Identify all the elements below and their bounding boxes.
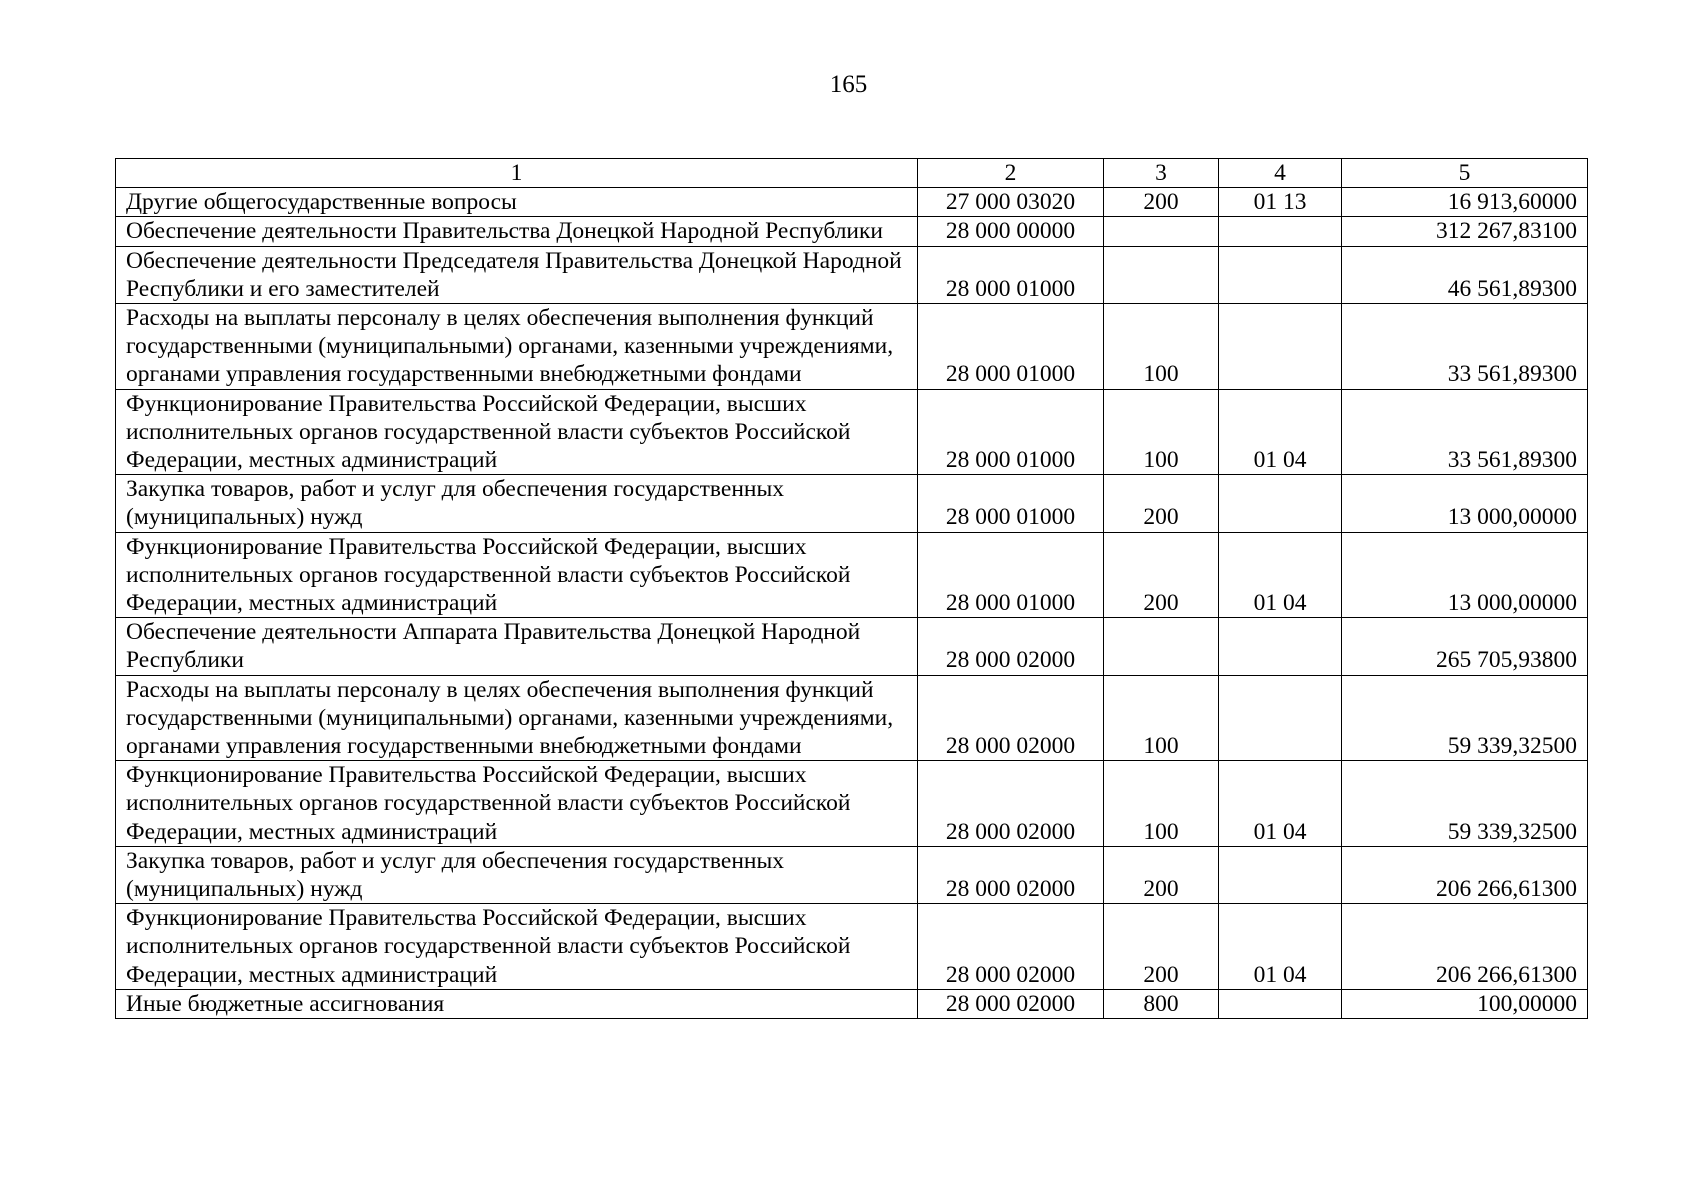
row-expense-type-cell — [1104, 217, 1219, 246]
row-amount-cell: 206 266,61300 — [1342, 904, 1588, 990]
table-row — [116, 389, 1588, 475]
row-code-cell: 27 000 03020 — [918, 188, 1104, 217]
row-amount-cell: 13 000,00000 — [1342, 532, 1588, 618]
row-section-cell: 01 13 — [1219, 188, 1342, 217]
table-row — [116, 761, 1588, 847]
row-expense-type-cell: 200 — [1104, 532, 1219, 618]
row-expense-type-cell: 100 — [1104, 389, 1219, 475]
row-section-cell — [1219, 304, 1342, 390]
row-amount-cell: 46 561,89300 — [1342, 246, 1588, 303]
row-code-cell: 28 000 01000 — [918, 389, 1104, 475]
row-expense-type-cell: 800 — [1104, 989, 1219, 1018]
row-expense-type-cell — [1104, 246, 1219, 303]
row-code-cell: 28 000 02000 — [918, 675, 1104, 761]
column-header: 2 — [918, 159, 1104, 188]
row-section-cell — [1219, 475, 1342, 532]
row-amount-cell: 33 561,89300 — [1342, 389, 1588, 475]
row-expense-type-cell: 100 — [1104, 761, 1219, 847]
table-row — [116, 304, 1588, 390]
row-amount-cell: 13 000,00000 — [1342, 475, 1588, 532]
table-row — [116, 188, 1588, 217]
budget-table — [115, 158, 1588, 1019]
row-code-cell: 28 000 02000 — [918, 846, 1104, 903]
row-expense-type-cell: 100 — [1104, 675, 1219, 761]
row-name-cell: Функционирование Правительства Российской Федерации, высших исполнительных органов государственной власти субъектов Российской Федерации, местных администраций — [116, 532, 918, 618]
table-row — [116, 246, 1588, 303]
row-name-cell: Обеспечение деятельности Правительства Донецкой Народной Республики — [116, 217, 918, 246]
row-amount-cell: 59 339,32500 — [1342, 675, 1588, 761]
row-section-cell: 01 04 — [1219, 761, 1342, 847]
row-expense-type-cell: 100 — [1104, 304, 1219, 390]
table-row — [116, 846, 1588, 903]
row-section-cell — [1219, 618, 1342, 675]
row-section-cell — [1219, 217, 1342, 246]
row-name-cell: Закупка товаров, работ и услуг для обеспечения государственных (муниципальных) нужд — [116, 846, 918, 903]
row-expense-type-cell — [1104, 618, 1219, 675]
table-row — [116, 675, 1588, 761]
row-code-cell: 28 000 01000 — [918, 475, 1104, 532]
row-name-cell: Расходы на выплаты персоналу в целях обеспечения выполнения функций государственными (муниципальными) органами, казенными учреждениями, органами управления государственными внебюджетными фондами — [116, 304, 918, 390]
row-name-cell: Функционирование Правительства Российской Федерации, высших исполнительных органов государственной власти субъектов Российской Федерации, местных администраций — [116, 761, 918, 847]
row-code-cell: 28 000 01000 — [918, 246, 1104, 303]
column-header: 4 — [1219, 159, 1342, 188]
row-section-cell — [1219, 675, 1342, 761]
row-code-cell: 28 000 02000 — [918, 618, 1104, 675]
row-code-cell: 28 000 00000 — [918, 217, 1104, 246]
row-section-cell — [1219, 846, 1342, 903]
row-section-cell: 01 04 — [1219, 389, 1342, 475]
row-amount-cell: 33 561,89300 — [1342, 304, 1588, 390]
row-name-cell: Функционирование Правительства Российской Федерации, высших исполнительных органов государственной власти субъектов Российской Федерации, местных администраций — [116, 389, 918, 475]
row-name-cell: Иные бюджетные ассигнования — [116, 989, 918, 1018]
row-name-cell: Расходы на выплаты персоналу в целях обеспечения выполнения функций государственными (муниципальными) органами, казенными учреждениями, органами управления государственными внебюджетными фондами — [116, 675, 918, 761]
row-section-cell: 01 04 — [1219, 904, 1342, 990]
table-header-row — [116, 159, 1588, 188]
row-name-cell: Другие общегосударственные вопросы — [116, 188, 918, 217]
column-header: 5 — [1342, 159, 1588, 188]
table-row — [116, 475, 1588, 532]
row-amount-cell: 16 913,60000 — [1342, 188, 1588, 217]
table-row — [116, 904, 1588, 990]
row-amount-cell: 100,00000 — [1342, 989, 1588, 1018]
row-code-cell: 28 000 02000 — [918, 989, 1104, 1018]
row-section-cell: 01 04 — [1219, 532, 1342, 618]
row-name-cell: Функционирование Правительства Российской Федерации, высших исполнительных органов государственной власти субъектов Российской Федерации, местных администраций — [116, 904, 918, 990]
column-header: 3 — [1104, 159, 1219, 188]
row-amount-cell: 59 339,32500 — [1342, 761, 1588, 847]
row-expense-type-cell: 200 — [1104, 475, 1219, 532]
row-name-cell: Закупка товаров, работ и услуг для обеспечения государственных (муниципальных) нужд — [116, 475, 918, 532]
row-code-cell: 28 000 02000 — [918, 761, 1104, 847]
row-name-cell: Обеспечение деятельности Аппарата Правительства Донецкой Народной Республики — [116, 618, 918, 675]
table-row — [116, 532, 1588, 618]
row-expense-type-cell: 200 — [1104, 904, 1219, 990]
row-amount-cell: 312 267,83100 — [1342, 217, 1588, 246]
row-expense-type-cell: 200 — [1104, 846, 1219, 903]
page-number: 165 — [829, 71, 868, 98]
row-code-cell: 28 000 01000 — [918, 532, 1104, 618]
row-section-cell — [1219, 989, 1342, 1018]
row-section-cell — [1219, 246, 1342, 303]
table-row — [116, 989, 1588, 1018]
row-code-cell: 28 000 01000 — [918, 304, 1104, 390]
row-name-cell: Обеспечение деятельности Председателя Правительства Донецкой Народной Республики и его заместителей — [116, 246, 918, 303]
row-amount-cell: 206 266,61300 — [1342, 846, 1588, 903]
column-header: 1 — [116, 159, 918, 188]
table-row — [116, 618, 1588, 675]
row-amount-cell: 265 705,93800 — [1342, 618, 1588, 675]
row-code-cell: 28 000 02000 — [918, 904, 1104, 990]
table-row — [116, 217, 1588, 246]
row-expense-type-cell: 200 — [1104, 188, 1219, 217]
